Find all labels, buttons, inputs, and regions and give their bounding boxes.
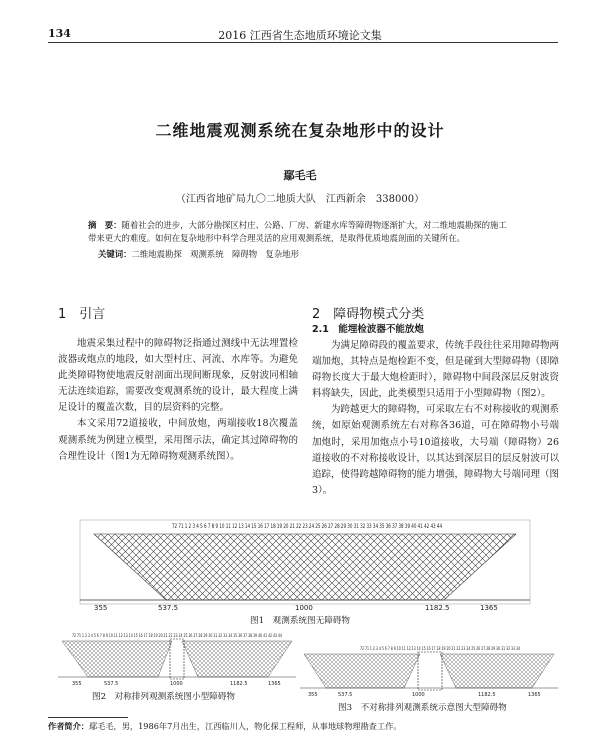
figure3-diagram bbox=[300, 634, 596, 698]
figure2-diagram bbox=[58, 631, 381, 687]
section1-para-1: 地震采集过程中的障碍物泛指通过测线中无法埋置检波器或炮点的地段，如大型村庄、河流、水库等。为避免此类障碍物使地震反射剖面出现间断现象，反射波同相轴无法连续追踪，需要改变观测系统的设计，最大程度上满足设计的覆盖次数，目的层资料的完整。 bbox=[58, 338, 298, 414]
figure1-caption: 图1 观测系统图无障碍物 bbox=[250, 616, 350, 626]
footnote-rule bbox=[48, 717, 128, 718]
figure3-tick-0: 355 bbox=[308, 692, 318, 698]
section1-body bbox=[58, 336, 298, 465]
section2-heading: 2 障碍物模式分类 bbox=[312, 307, 425, 322]
figure1-channel-labels: 72 71 1 2 3 4 5 6 7 8 9 10 11 12 13 14 15 16 17 18 19 20 21 22 23 24 25 26 27 28 29 30 31 32 33 34 35 36 37 38 39 40 41 42 43 44 bbox=[172, 523, 442, 530]
author-bio bbox=[48, 721, 402, 732]
figure1-tick-2: 1000 bbox=[295, 604, 313, 612]
author-bio-text: 鄢毛毛，男，1986年7月出生，江西临川人，物化探工程师，从事地球物理勘查工作。 bbox=[88, 721, 402, 731]
figure2-coverage-left bbox=[62, 641, 172, 677]
figure1-coverage-area bbox=[94, 534, 516, 600]
header-rule bbox=[48, 42, 558, 43]
figure2-coverage-right bbox=[182, 641, 292, 677]
journal-title: 2016 江西省生态地质环境论文集 bbox=[218, 29, 382, 42]
figure1-diagram bbox=[80, 520, 530, 612]
figure2-tick-2: 1000 bbox=[170, 681, 183, 687]
figure1-tick-3: 1182.5 bbox=[425, 604, 450, 612]
figure2-tick-4: 1365 bbox=[268, 681, 281, 687]
figure3-tick-1: 537.5 bbox=[338, 692, 353, 698]
section1-para-2: 本文采用72道接收，中间放炮，两端接收18次覆盖观测系统为例建立模型，采用图示法，确定其过障碍物的合理性设计（图1为无障碍物观测系统图）。 bbox=[58, 418, 298, 462]
abstract bbox=[88, 219, 508, 245]
section2-body bbox=[312, 338, 559, 499]
figure2-caption: 图2 对称排列观测系统图小型障碍物 bbox=[92, 692, 235, 702]
figure3-tick-2: 1000 bbox=[412, 692, 425, 698]
figure3-channel-labels: 72 71 1 2 3 4 5 6 7 8 9 10 11 12 13 14 15 16 17 18 19 20 21 22 23 24 25 26 27 28 29 30 31 32 33 34 bbox=[360, 647, 596, 652]
keywords-text: 二维地震勘探 观测系统 障碍物 复杂地形 bbox=[131, 249, 299, 259]
figure1-tick-1: 537.5 bbox=[158, 604, 179, 612]
figure3-coverage-left bbox=[304, 654, 420, 688]
section2-para-1: 为满足障碍段的覆盖要求，传统手段往往采用障碍物两端加炮，其特点是炮检距不变，但是碰到大型障碍物（即障碍物长度大于最大炮检距时），障碍物中间段深层反射波资料将缺失，因此，此类模型只适用于小型障碍物（图2）。 bbox=[312, 340, 560, 400]
figure2-obstacle bbox=[170, 639, 184, 679]
figure3-tick-3: 1182.5 bbox=[478, 692, 496, 698]
figure2-tick-1: 537.5 bbox=[104, 681, 119, 687]
author-name: 鄢毛毛 bbox=[283, 169, 317, 182]
keywords-label: 关键词： bbox=[98, 249, 132, 259]
section2-1-heading: 2.1 能埋检波器不能放炮 bbox=[312, 324, 424, 335]
figure2-tick-3: 1182.5 bbox=[230, 681, 248, 687]
figure1-tick-0: 355 bbox=[94, 604, 108, 612]
author-affiliation: （江西省地矿局九〇二地质大队 江西新余 338000） bbox=[175, 194, 425, 205]
figure1-tick-4: 1365 bbox=[480, 604, 498, 612]
abstract-text: 随着社会的进步，大部分勘探区村庄、公路、厂房、新建水库等障碍物逐渐扩大，对二维地震勘探的施工带来更大的难度。如何在复杂地形中科学合理灵活的应用观测系统，是取得优质地震剖面的关键所在。 bbox=[88, 220, 507, 243]
abstract-label: 摘 要： bbox=[88, 220, 122, 230]
section1-heading: 1 引言 bbox=[58, 307, 106, 322]
figure2-channel-labels: 72 71 1 2 3 4 5 6 7 8 9 10 11 12 13 14 15 16 17 18 19 20 21 22 23 24 25 26 27 28 29 30 31 32 33 34 35 36 37 38 39 40 41 42 43 44 bbox=[72, 634, 381, 639]
author-bio-label: 作者简介： bbox=[48, 721, 89, 731]
keywords bbox=[98, 248, 518, 260]
figure3-caption: 图3 不对称排列观测系统示意图大型障碍物 bbox=[338, 703, 507, 713]
figure3-obstacle bbox=[418, 652, 442, 690]
figure3-coverage-right bbox=[440, 654, 554, 688]
figure2-tick-0: 355 bbox=[72, 681, 82, 687]
paper-title: 二维地震观测系统在复杂地形中的设计 bbox=[155, 121, 445, 140]
section2-para-2: 为跨越更大的障碍物，可采取左右不对称接收的观测系统，如原始观测系统左右对称各36道，可在障碍物小号端加炮时，采用加炮点小号10道接收，大号端（障碍物）26道接收的不对称接收设计，以其达到深层目的层反射波可以追踪，使得跨越障碍物的能力增强，障碍物大号端同理（图3）。 bbox=[312, 404, 560, 496]
page-number: 134 bbox=[48, 27, 71, 40]
figure3-tick-4: 1365 bbox=[528, 692, 541, 698]
